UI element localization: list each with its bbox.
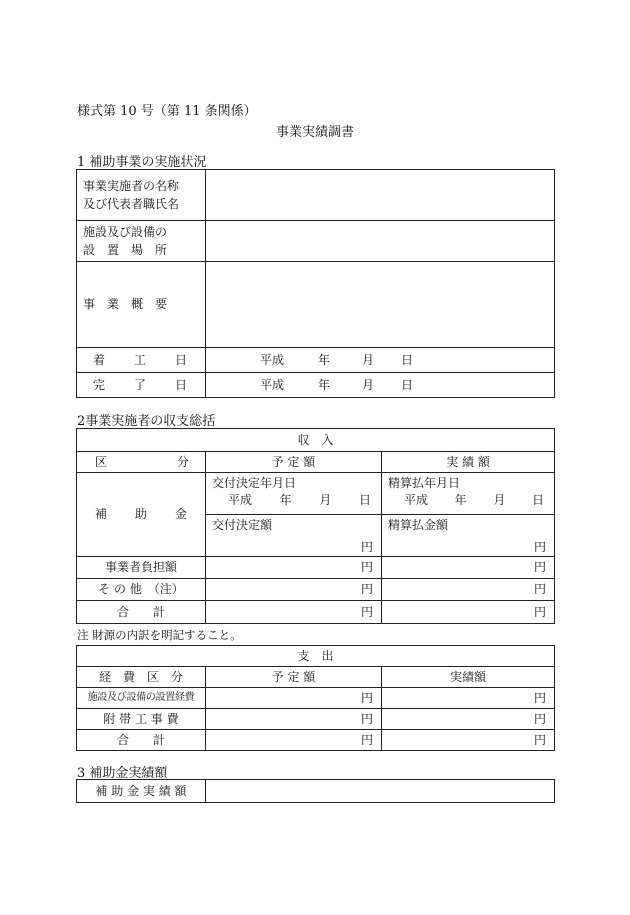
implementer-name-field[interactable] [206,170,555,221]
form-number: 様式第 10 号（第 11 条関係） [77,104,257,119]
income-plan-header: 予 定 額 [206,452,382,473]
implementation-status-table [76,169,555,398]
location-field[interactable] [206,221,555,262]
expense-table [76,645,555,751]
income-total-label: 合 計 [77,601,206,624]
income-actual-header: 実 績 額 [382,452,555,473]
business-burden-label: 事業者負担額 [77,557,206,579]
facility-cost-actual[interactable]: 円 [382,688,555,709]
grant-decision-date-cell[interactable]: 交付決定年月日 平成 年 月 日 [206,473,382,515]
other-plan[interactable]: 円 [206,579,382,601]
settlement-amount-cell[interactable]: 精算払金額 円 [382,515,555,557]
income-total-plan[interactable]: 円 [206,601,382,624]
grant-decision-amount-cell[interactable]: 交付決定額 円 [206,515,382,557]
income-table [76,428,555,624]
implementer-name-label: 事業実施者の名称 及び代表者職氏名 [77,170,206,221]
ancillary-work-label: 附 帯 工 事 費 [77,709,206,730]
subsidy-actual-table [76,779,555,803]
location-label: 施設及び設備の 設 置 場 所 [77,221,206,262]
expense-header: 支 出 [77,646,555,667]
expense-total-plan[interactable]: 円 [206,730,382,751]
expense-total-label: 合 計 [77,730,206,751]
other-label: そ の 他 （注） [77,579,206,601]
expense-actual-header: 実績額 [382,667,555,688]
ancillary-work-actual[interactable]: 円 [382,709,555,730]
subsidy-actual-field[interactable] [206,780,555,803]
section3-heading: 3 補助金実績額 [77,766,168,781]
start-date-field[interactable]: 平成 年 月 日 [206,348,555,373]
business-burden-plan[interactable]: 円 [206,557,382,579]
income-header: 収 入 [77,429,555,452]
income-total-actual[interactable]: 円 [382,601,555,624]
section2-heading: 2事業実施者の収支総括 [77,414,216,429]
funding-note: 注 財源の内訳を明記すること。 [77,628,242,642]
subsidy-actual-label: 補 助 金 実 績 額 [77,780,206,803]
subsidy-label: 補 助 金 [77,473,206,557]
business-burden-actual[interactable]: 円 [382,557,555,579]
overview-field[interactable] [206,262,555,348]
facility-cost-label: 施設及び設備の設置経費 [77,688,206,709]
facility-cost-plan[interactable]: 円 [206,688,382,709]
expense-plan-header: 予 定 額 [206,667,382,688]
overview-label: 事 業 概 要 [77,262,206,348]
completion-date-field[interactable]: 平成 年 月 日 [206,373,555,398]
page-title: 事業実績調書 [275,125,354,140]
settlement-date-cell[interactable]: 精算払年月日 平成 年 月 日 [382,473,555,515]
expense-total-actual[interactable]: 円 [382,730,555,751]
income-category-header: 区 分 [77,452,206,473]
expense-category-header: 経 費 区 分 [77,667,206,688]
completion-date-label: 完 了 日 [77,373,206,398]
ancillary-work-plan[interactable]: 円 [206,709,382,730]
start-date-label: 着 工 日 [77,348,206,373]
other-actual[interactable]: 円 [382,579,555,601]
section1-heading: 1 補助事業の実施状況 [77,155,207,170]
